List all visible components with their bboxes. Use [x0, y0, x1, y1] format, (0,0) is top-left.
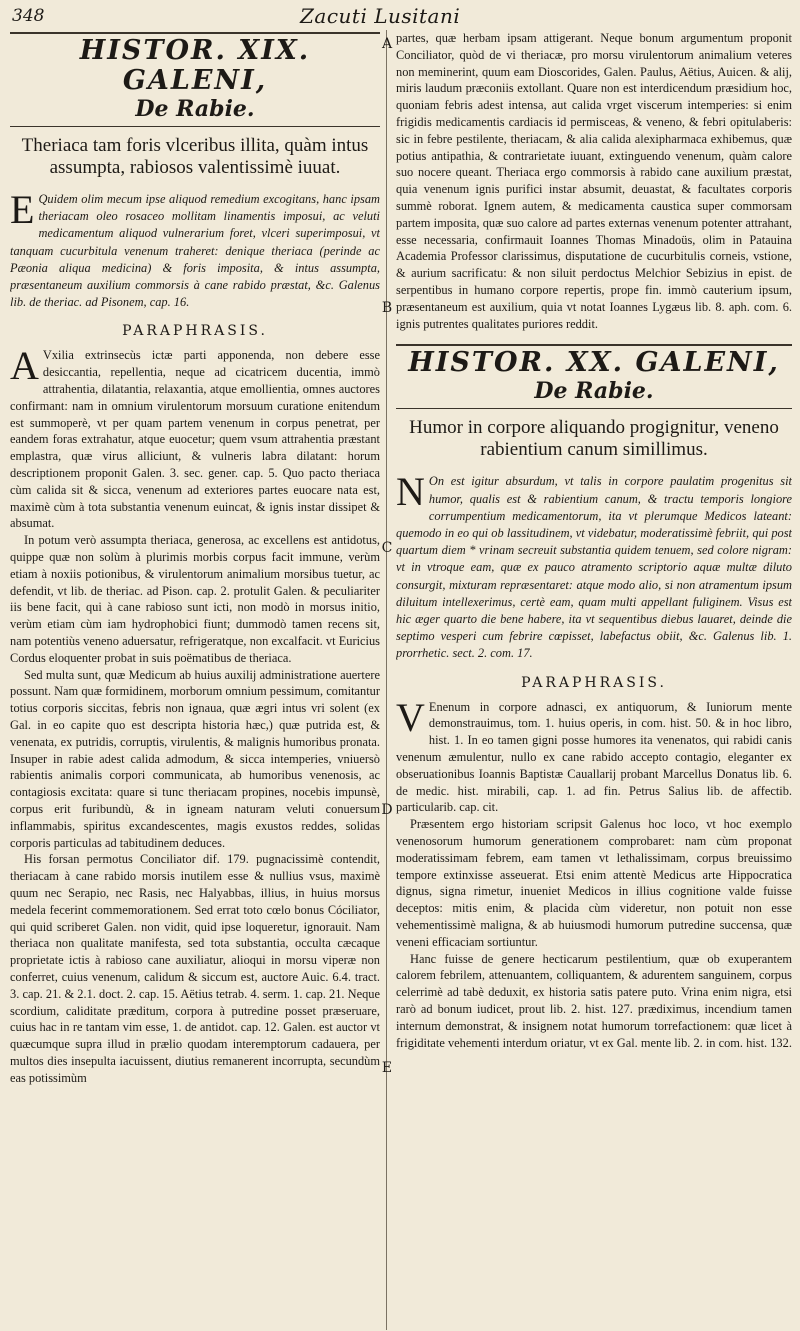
paraphrasis-2-paragraph-3: Hanc fuisse de genere hecticarum pestilentium, quæ ob exuperantem calorem febrilem, attenuantem, colliquantem, & adurentem sanguinem, corpus celerrimè ad tabè deduxit, ex historia satis patere puto. Vrina enim nigra, etsi rarò ad bonum iudicet, prout lib. 2. hist. 127. prædiximus, incendium tamen internum demonstrat, & insignem notat humorum torrefactionem: quæ licet à frigiditate vehementi interdum oriatur, vt ex Gal. mente lib. 2. in com. hist. 132. — [396, 951, 792, 1050]
galen-quote — [10, 187, 380, 311]
quote-dropcap-2: N — [396, 469, 425, 515]
paraphrasis-2-paragraph-1 — [396, 694, 792, 817]
quote-text-2: On est igitur absurdum, vt talis in corpore paulatim progenitus sit humor, qualis est & rabientium canum, & tractu temporis longiore corrumpentium medicamentorum, ita vt plerumque Medicos lateant: quemodo in eo qui ob lassitudinem, vt videbatur, moderatissimè febriit, qui post quartum diem * vrinam secreuit substantia quidem tenuem, sed colore nigram: vt in vtroque eam, quæ ex pauco atramento scriptorio aquæ multæ diluto consurgit, mixturam repræsentaret: atque modo alio, si non atramentum ipsum diluitum intellexerimus, certè eam, quam multi appellant fuliginem. Visus est hic æger quarto die bene habere, ita vt sequentibus diebus lauaret, deinde die septimo vesperi cum febrire cœpisset, labefactus obiit, &c. Galenus lib. 1. prorrhetic. sect. 2. com. 17. — [396, 474, 792, 661]
paraphrasis-2-paragraph-2: Præsentem ergo historiam scripsit Galenus hoc loco, vt hoc exemplo venenosorum humorum generationem comprobaret: nam cùm proponat moderatissimam febrem, eam tamen vt lethalissimam, corpus breuissimo tempore extinxisse asseuerat. Etsi enim attentè Medicus arte Hippocratica dignus, signa rimetur, inueniet Medicos in illius cognitione valde fuisse deceptos: mitis enim, & placida cùm videretur, non potuit non esse vehementissimè maligna, & ab huiusmodi humorum putredine succensa, quæ veneni efficaciam sortiuntur. — [396, 817, 792, 949]
paraphrasis-heading: PARAPHRASIS. — [122, 323, 268, 340]
paraphrasis-paragraph-1 — [10, 343, 380, 532]
page-number: 348 — [12, 6, 45, 26]
paraphrasis-dropcap-2: V — [396, 694, 425, 740]
margin-marker-b: B — [381, 300, 393, 316]
paragraph-1-text: Vxilia extrinsecùs ictæ parti apponenda, non debere esse desiccantia, repellentia, neque ad cicatricem ducentia, immò attrahentia, dilatantia, relaxantia, atque emollientia, omnes auctores confirmant: nam in omnium virulentorum morsuum curatione enitendum est summoperè, vt per quam partem venenum in corpus penetrat, per eandem foras extrahatur, atque euocetur; quem vsum attrahentia præstant emplastra, quæ virus alliciunt, & vulneris labra dilatant: horum descriptionem proponit Galen. 3. sec. gener. cap. 5. Quo pacto theriaca cùm calida sit & sicca, venenum ad exteriores partes euocare nata est, maximè cùm à tota substantia venenum euincat, & ignis instar dissipet & absumat. — [10, 348, 380, 531]
history-summary-2: Humor in corpore aliquando progignitur, veneno rabientium canum simillimus. — [409, 417, 779, 461]
margin-marker-d: D — [381, 802, 393, 818]
paraphrasis-paragraph-3: Sed multa sunt, quæ Medicum ab huius auxilij administratione auertere possunt. Nam quæ formidinem, morborum omnium pessimum, comitantur totius corporis siccitas, febris non ignaua, quæ ægri intus vri solent (ex Gal. in eo capite quo est descripta historia hæc,) quæ putrida est, & venenata, ex putridis, corruptis, virulentis, & malignis humoribus pronata. Insuper in rabie adest calida admodum, & sicca intemperies, vniuersò rabientis animalis corpori communicata, ab humoribus venenosis, ac contagiosis excitata: quare si tunc theriacam propines, nocebis impunsè, corpus erit furibundù, & in igneam naturam veluti conuersum inflammabis, spiritus excandescentes, magis exustos reddes, solidas corporis particulas ad tabitudinem deduces. — [10, 667, 380, 850]
title-rule-bottom — [10, 126, 380, 127]
history-subtitle-2: De Rabie. — [534, 378, 654, 405]
margin-marker-e: E — [381, 1060, 393, 1076]
right-column — [396, 30, 792, 1330]
history-subtitle: De Rabie. — [135, 96, 255, 122]
column-divider — [386, 30, 387, 1330]
quote-dropcap: E — [10, 187, 35, 232]
galen-quote-2 — [396, 469, 792, 662]
running-head: Zacuti Lusitani — [300, 4, 461, 28]
left-column — [10, 30, 380, 1330]
continued-text: partes, quæ herbam ipsam attigerant. Neque bonum argumentum proponit Conciliator, quòd de vi theriacæ, pro morsu virulentorum animalium veteres non meminerint, quum eam Dioscorides, Galen. Paulus, Aëtius, Auicen. & alij, miris laudum præconiis extollant. Quare non est interdicendum præsidium hoc, quoniam febris adest intensa, aut calida vrget viscerum intemperies: si enim frigidis medicamentis cardiacis id permisceas, & veneno, & febri opitulaberis: sic in febre pestilente, theriacam, & alia calida alexipharmaca exhibemus, quæ potius antipathia, & contrarietate iuuant, extinguendo venenum, quàm calore suo nocere queant. Theriaca ergo commorsis à rabido cane auxilium præstat, quia venenum ignis purifici instar absumit, deuastat, & facultates corporis summè roborat. Ignem autem, & medicamenta caustica super commorsam partem imposita, quæ suo calore ad partes externas venenum potenter attrahant, esse necessaria, confirmauit Ioannes Thomas Minadoüs, olim in Patauina Academia Professor clarissimus, disputatione de cucurbitulis corneis, vstione, & aurium sacrificatu: & non siluit perdoctus Melchior Sebizius in epist. de serpentibus in humano corpore repertis, prope fin. immò cauterium ipsum, præsentaneum est auxilium, quia vt notat Ioannes Lygæus lib. 8. aph. com. 6. ignis putrentes qualitates puriores reddit. — [396, 31, 792, 331]
quote-text: Quidem olim mecum ipse aliquod remedium excogitans, hanc ipsam theriacam oleo rosaceo mollitam linamentis imposui, ac veluti medicamentum aliquod vulnerarium foret, vlceri superimposui, vt tanquam cucurbitula venenum traheret: denique theriaca (perinde ac Pæonia aliqua medicina) & foris imposita, & intus assumpta, præsentaneum auxilium commorsis à cane rabido præstat, &c. Galenus lib. de theriac. ad Pisonem, cap. 16. — [10, 192, 380, 310]
paraphrasis-heading-2: PARAPHRASIS. — [521, 674, 667, 691]
history-title-2: HISTOR. XX. GALENI, — [408, 347, 780, 379]
history-title: HISTOR. XIX. GALENI, — [79, 35, 311, 96]
paragraph-2-1-text: Enenum in corpore adnasci, ex antiquorum, & Iuniorum mente demonstrauimus, tom. 1. huius operis, in com. hist. 50. & in hoc libro, hist. 1. In eo tamen gigni posse humores ita venenatos, qui rabidi canis venenum æmulentur, nullo ex cane rabido accepto contagio, eleganter ex obseruationibus Ioannis Baptistæ Cauallarij probant Marcellus Donatus lib. 6. de medic. hist. mirabili, cap. 1. ad fin. Petrus Salius lib. de affectib. particularib. cap. cit. — [396, 699, 792, 815]
paraphrasis-dropcap: A — [10, 343, 39, 389]
margin-marker-c: C — [381, 540, 393, 556]
title-rule-bottom-2 — [396, 408, 792, 409]
history-summary: Theriaca tam foris vlceribus illita, quàm intus assumpta, rabiosos valentissimè iuuat. — [21, 135, 369, 178]
title-rule-top-2 — [396, 344, 792, 346]
title-rule-top — [10, 32, 380, 34]
paraphrasis-paragraph-2: In potum verò assumpta theriaca, generosa, ac excellens est antidotus, quippe quæ non solùm à plurimis morbis corpus facit immune, verùm etiam à noxiis potionibus, & virulentorum animalium morsibus tuetur, ac defendit, vt lib. de theriac. ad Pison. cap. 2. protulit Galen. & peculiariter iis bene facit, qui à cane rabioso sunt icti, non modò in morsus initio, verùm etiam cùm iam hydrophobici fiunt; dummodò tamen recens sit, nam potentiùs veneno aduersatur, refrigeratque, non excalfacit. vt Euricius Cordus eloquenter probat in suis poëmatibus de theriaca. — [10, 533, 380, 665]
paraphrasis-paragraph-4: His forsan permotus Conciliator dif. 179. pugnacissimè contendit, theriacam à cane rabido morsis inutilem esse & nullius vsus, maximè quum nec Serapio, nec Rasis, nec Halyabbas, illius, in huius morsus medela fecerint commemorationem. Sed errat toto cœlo bonus Cóciliator, qui quid scriberet Galen. non vidit, quid ipse loqueretur, ignorauit. Nam theriaca non qualitate manifesta, sed tota substantia, occulta cæcaque proprietate ictis à rabioso cane auxiliatur, alioqui in morsu viperæ non conferret, cuius venenum, calidum & siccum est, auctore Auic. 6.4. tract. 3. cap. 21. & 2.1. doct. 2. cap. 15. Aëtius tetrab. 4. serm. 1. cap. 21. Neque scordium, caliditate præditum, corpora à putredine posset præseruare, cuius hac in re tantam vim esse, 1. de antidot. cap. 12. Galen. est auctor vt quæcumque supra illud in prælio quodam interemptorum cadauera, per multos dies insepulta iacuissent, diutius remanerent incorrupta, secundùm eas potissimùm — [10, 852, 380, 1085]
page-header — [0, 0, 800, 30]
margin-marker-a: A — [381, 36, 393, 52]
